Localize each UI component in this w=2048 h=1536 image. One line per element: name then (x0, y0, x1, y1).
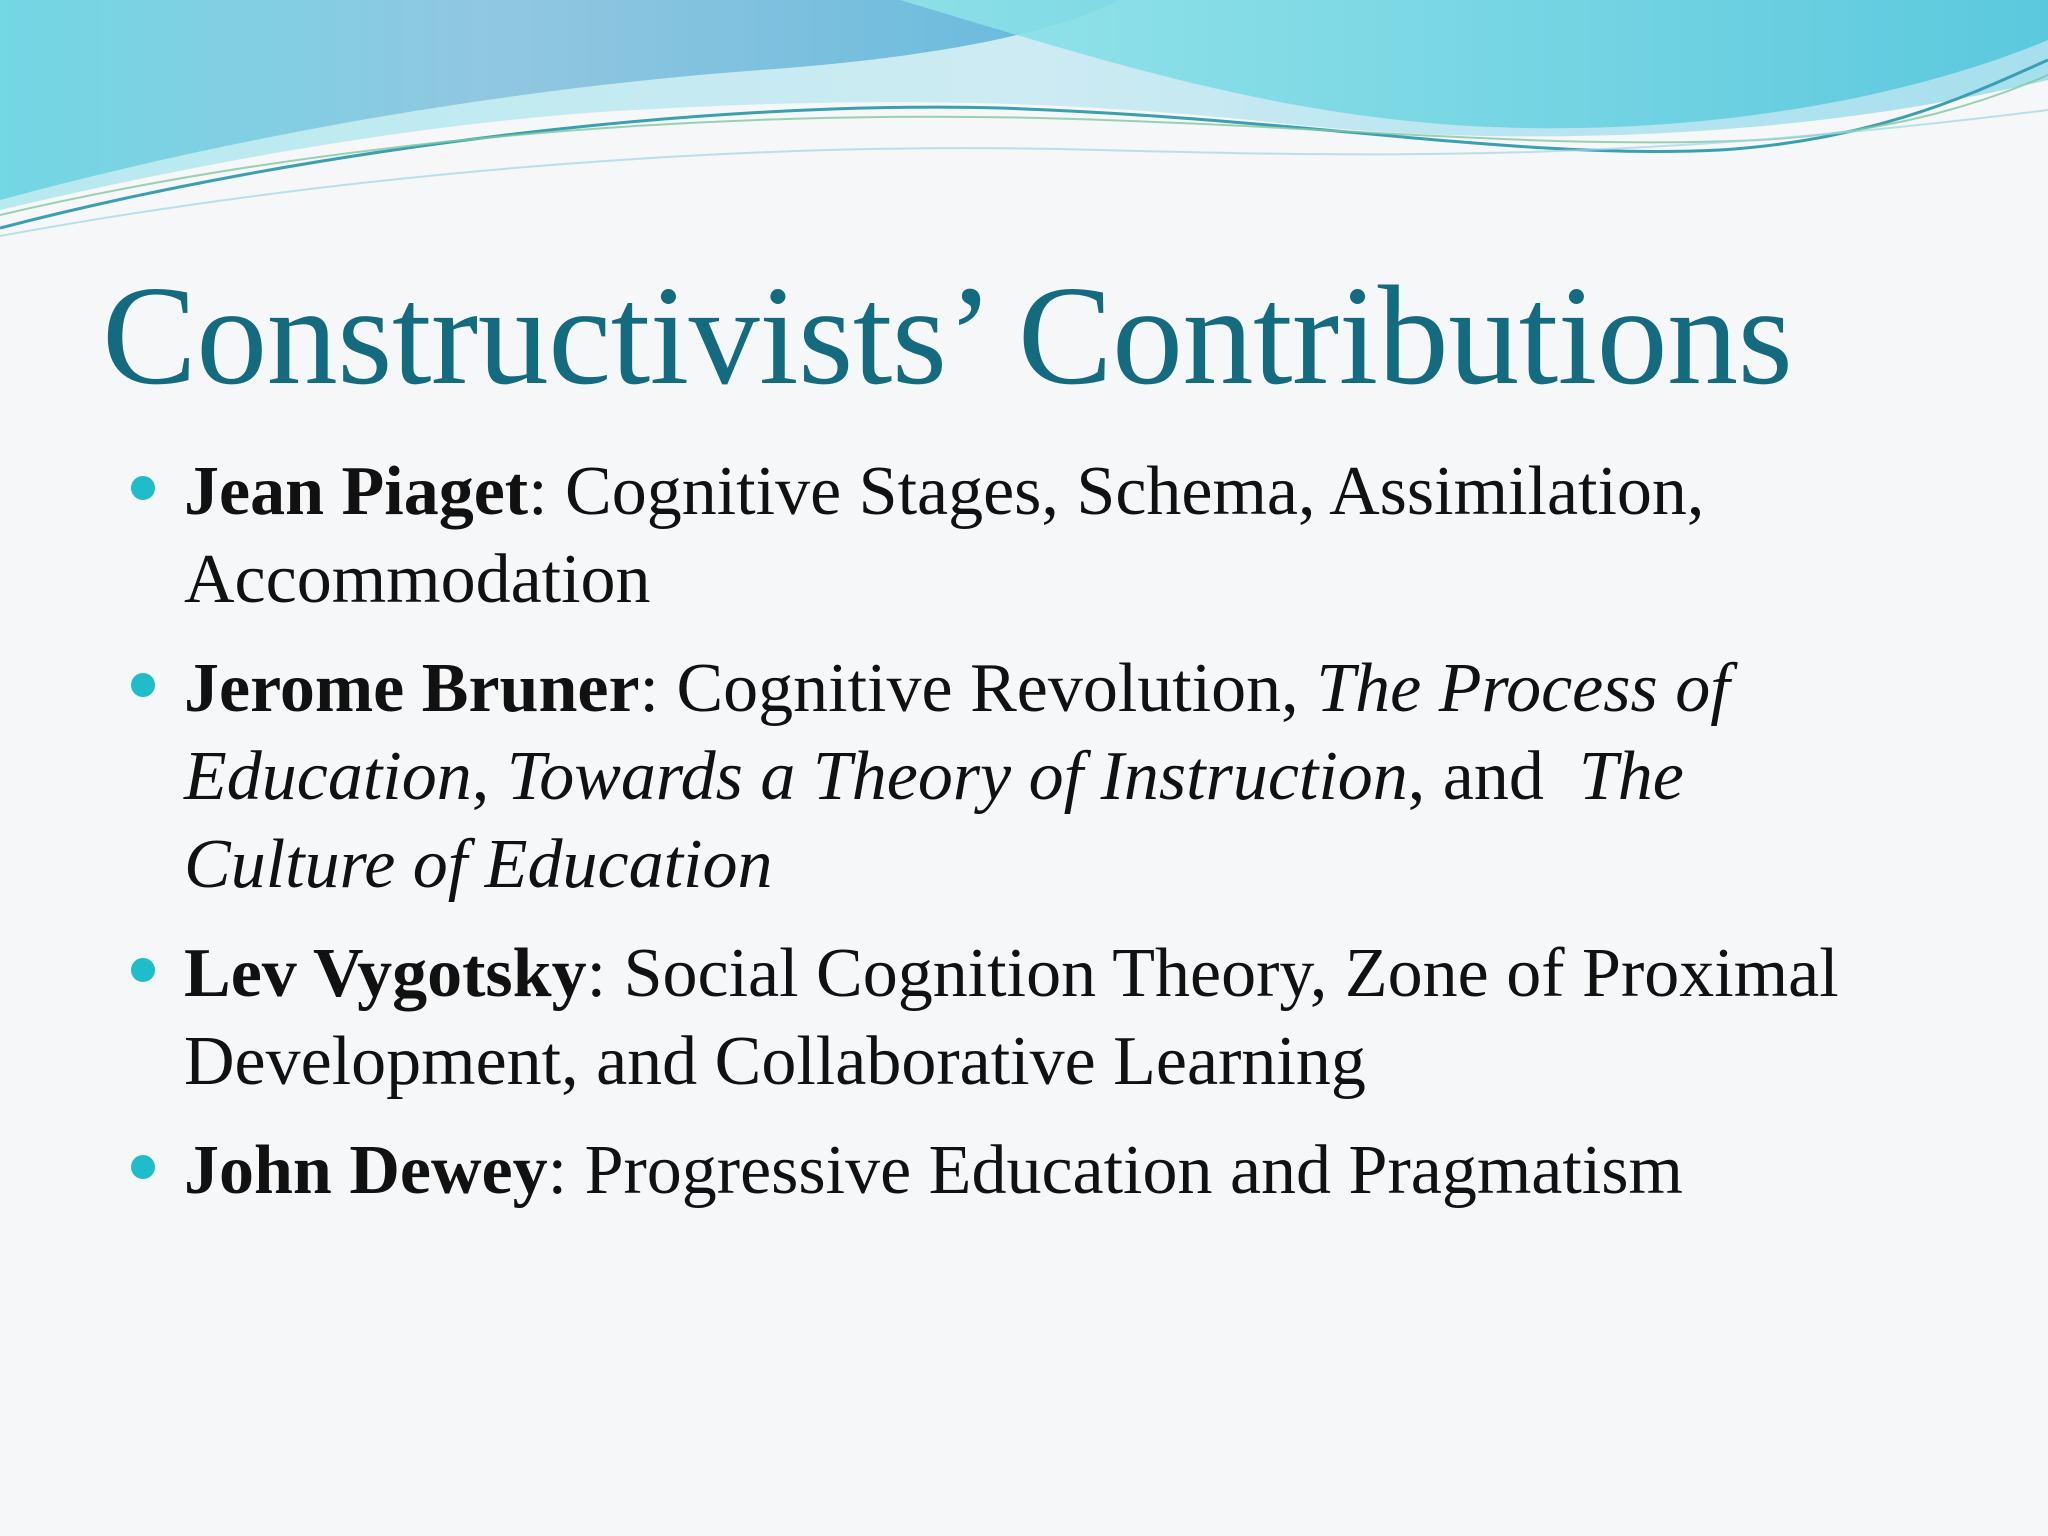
theorist-name: Jean Piaget (184, 453, 529, 530)
bullet-list (0, 448, 2048, 1236)
wave-header-decoration (0, 0, 2048, 240)
bullet-item-vygotsky (0, 930, 1884, 1106)
bullet-dot-icon (131, 476, 155, 500)
separator: : (528, 453, 566, 530)
contributions-text: Cognitive Revolution, (676, 650, 1317, 727)
contributions-text: Progressive Education and Pragmatism (584, 1132, 1683, 1209)
bullet-dot-icon (131, 958, 155, 982)
bullet-item-piaget (0, 448, 1884, 624)
separator: : (639, 650, 677, 727)
book-title: Towards a Theory of Instruction (506, 738, 1408, 815)
theorist-name: Jerome Bruner (184, 650, 640, 727)
bullet-dot-icon (131, 673, 155, 697)
bullet-item-bruner (0, 645, 1884, 909)
contributions-text: Cognitive Stages, Schema, Assimilation, Accommodation (184, 453, 1705, 618)
book-title: The Process of Education (184, 650, 1730, 815)
theorist-name: John Dewey (184, 1132, 548, 1209)
contributions-text: , and (1407, 738, 1579, 815)
separator: : (586, 935, 624, 1012)
theorist-name: Lev Vygotsky (184, 935, 587, 1012)
contributions-text: , (471, 738, 507, 815)
bullet-dot-icon (131, 1155, 155, 1179)
book-title: The Culture of Education (184, 738, 1684, 903)
slide-title: Constructivists’ Contributions (102, 256, 1793, 414)
contributions-text: Social Cognition Theory, Zone of Proximal Development, and Collaborative Learning (184, 935, 1839, 1100)
separator: : (547, 1132, 585, 1209)
bullet-item-dewey (0, 1127, 1884, 1215)
